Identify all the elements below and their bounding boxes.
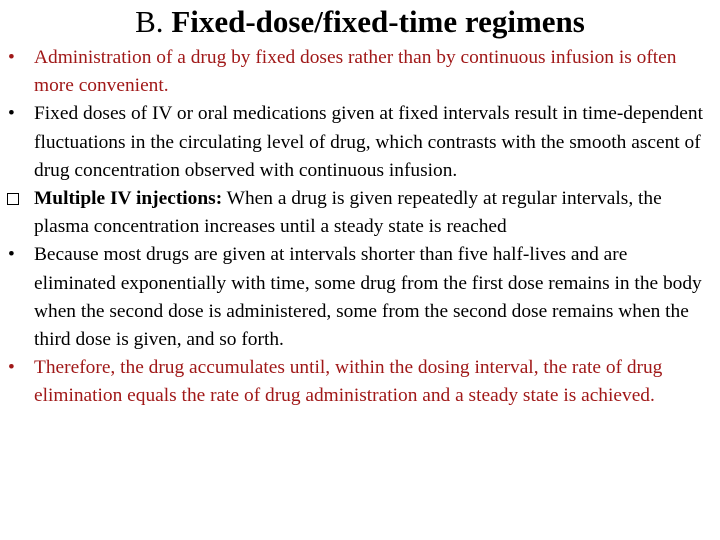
bullet-text: When a drug is given repeatedly at regular intervals, the plasma concentration increases until a steady state is reached <box>34 188 662 238</box>
bullet-icon: • <box>8 244 15 266</box>
bullet-item-convenience <box>0 44 716 100</box>
bullet-item-half-lives <box>0 241 716 354</box>
title-text: Fixed-dose/fixed-time regimens <box>171 4 585 39</box>
bullet-item-multiple-iv <box>0 185 716 241</box>
bullet-text: Fixed doses of IV or oral medications given at fixed intervals result in time-dependent fluctuations in the circulating level of drug, which contrasts with the smooth ascent of drug concentration observed with continuous infusion. <box>34 103 703 181</box>
bullet-list <box>0 44 716 411</box>
bullet-text: Administration of a drug by fixed doses rather than by continuous infusion is often more convenient. <box>34 47 677 97</box>
bullet-text: Therefore, the drug accumulates until, within the dosing interval, the rate of drug elimination equals the rate of drug administration and a steady state is achieved. <box>34 357 663 407</box>
bullet-icon: • <box>8 357 15 379</box>
bullet-item-fluctuations <box>0 100 716 185</box>
slide-title <box>0 2 720 42</box>
bullet-icon: • <box>8 103 15 125</box>
bullet-text: Because most drugs are given at intervals shorter than five half-lives and are eliminated exponentially with time, some drug from the first dose remains in the body when the second dose is administered, some from the second dose remains when the third dose is given, and so forth. <box>34 244 702 351</box>
bullet-lead: Multiple IV injections: <box>34 188 223 210</box>
bullet-icon: • <box>8 47 15 68</box>
bullet-item-steady-state <box>0 354 716 410</box>
checkbox-square-icon <box>7 193 19 205</box>
title-section-letter: B. <box>135 4 172 39</box>
